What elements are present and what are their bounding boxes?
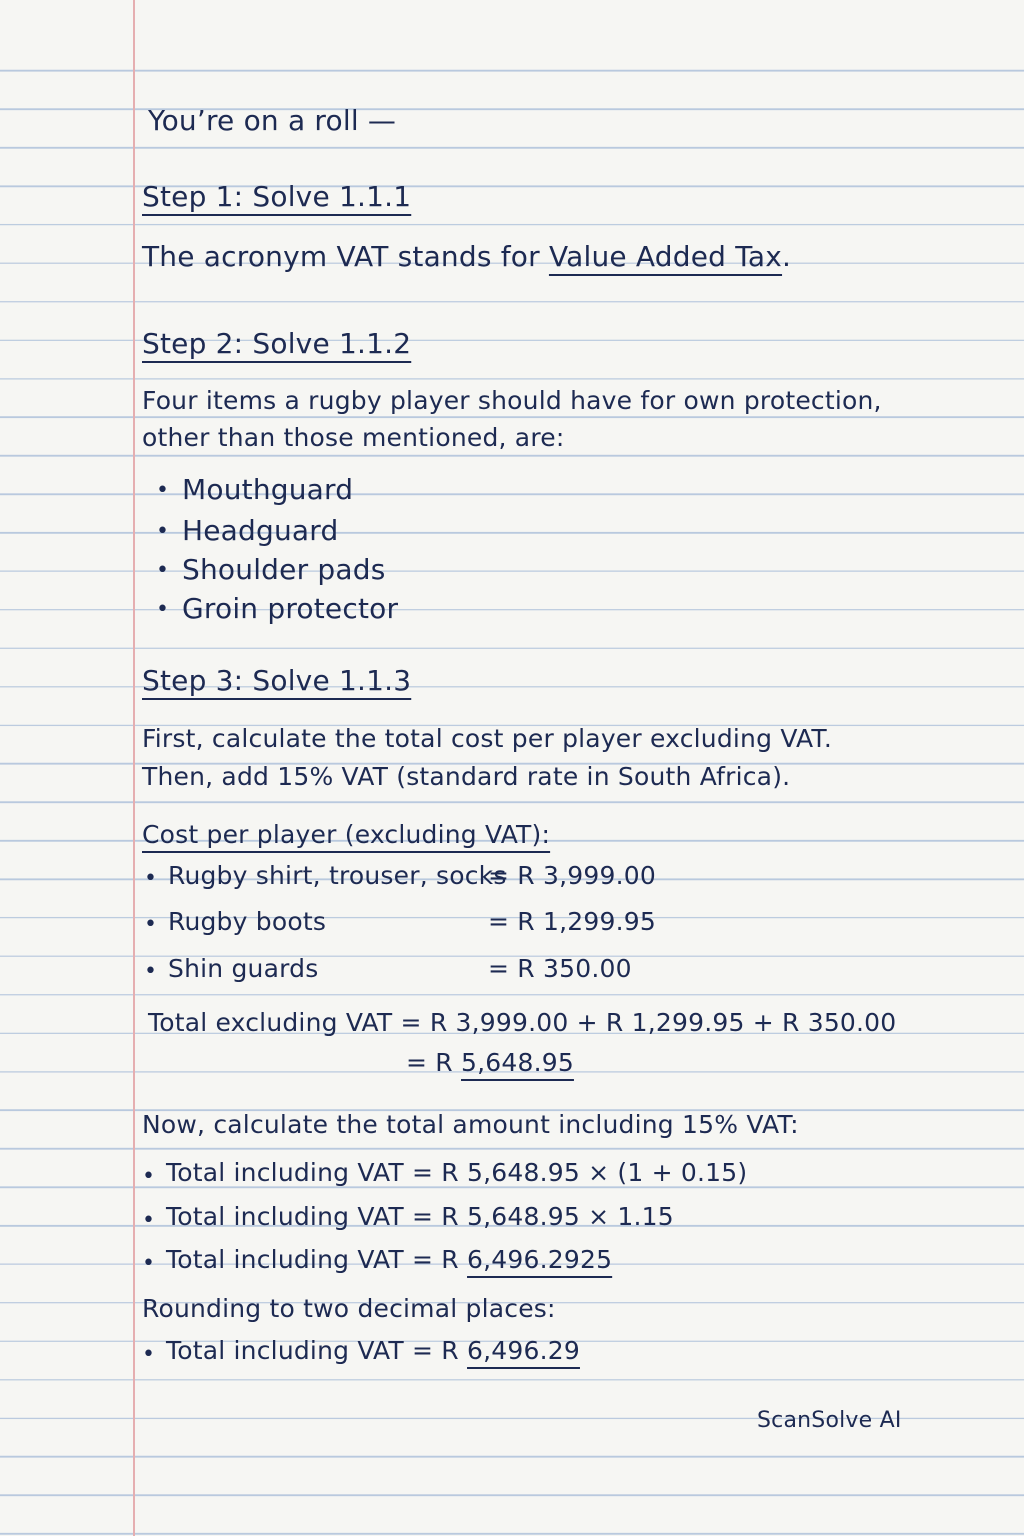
cost-item: Rugby boots [168, 907, 327, 936]
rounding-text: Rounding to two decimal places: [142, 1294, 556, 1323]
signature: ScanSolve AI [757, 1408, 902, 1433]
list-item: Headguard [182, 514, 339, 547]
final-total [166, 1336, 580, 1365]
bullet-dot: • [144, 959, 157, 984]
final-total-value: 6,496.29 [467, 1336, 580, 1365]
bullet-dot: • [144, 912, 157, 937]
list-item: Shoulder pads [182, 553, 386, 586]
incl-line3 [166, 1245, 612, 1274]
total-excl-equals: = R [406, 1048, 462, 1077]
total-excl-value: 5,648.95 [461, 1048, 574, 1077]
bullet-dot: • [144, 866, 157, 891]
intro-text: You’re on a roll — [148, 104, 397, 137]
bullet-dot: • [142, 1208, 155, 1233]
step1-answer: Value Added Tax [548, 240, 783, 273]
bullet-dot: • [142, 1342, 155, 1367]
bullet-dot: • [156, 597, 169, 622]
step2-line2: other than those mentioned, are: [142, 423, 565, 452]
bullet-dot: • [142, 1251, 155, 1276]
bullet-dot: • [156, 558, 169, 583]
cost-item: Rugby shirt, trouser, socks [168, 861, 507, 890]
total-excl-line: Total excluding VAT = R 3,999.00 + R 1,299.95 + R 350.00 [148, 1008, 897, 1037]
cost-item: Shin guards [168, 954, 319, 983]
step3-line2: Then, add 15% VAT (standard rate in South Africa). [142, 762, 791, 791]
step3-heading: Step 3: Solve 1.1.3 [142, 664, 412, 697]
bullet-dot: • [156, 519, 169, 544]
step1-text-prefix: The acronym VAT stands for [142, 240, 549, 273]
total-excl-result [406, 1048, 574, 1077]
step3-line1: First, calculate the total cost per player excluding VAT. [142, 724, 833, 753]
step1-text-suffix: . [782, 240, 792, 273]
incl-heading: Now, calculate the total amount including 15% VAT: [142, 1110, 799, 1139]
bullet-dot: • [156, 478, 169, 503]
bullet-dot: • [142, 1164, 155, 1189]
list-item: Groin protector [182, 592, 399, 625]
list-item: Mouthguard [182, 473, 354, 506]
incl-line3-prefix: Total including VAT = R [166, 1245, 468, 1274]
cost-amount: = R 3,999.00 [488, 861, 656, 890]
step2-heading: Step 2: Solve 1.1.2 [142, 327, 412, 360]
cost-amount: = R 1,299.95 [488, 907, 656, 936]
step2-line1: Four items a rugby player should have for own protection, [142, 386, 882, 415]
final-total-prefix: Total including VAT = R [166, 1336, 468, 1365]
incl-line2: Total including VAT = R 5,648.95 × 1.15 [166, 1202, 674, 1231]
step1-heading: Step 1: Solve 1.1.1 [142, 180, 412, 213]
cost-amount: = R 350.00 [488, 954, 632, 983]
incl-line1: Total including VAT = R 5,648.95 × (1 + 0.15) [166, 1158, 748, 1187]
cost-heading: Cost per player (excluding VAT): [142, 820, 551, 849]
incl-line3-value: 6,496.2925 [467, 1245, 613, 1274]
step1-answer-line [142, 240, 791, 273]
margin-line [133, 0, 135, 1536]
